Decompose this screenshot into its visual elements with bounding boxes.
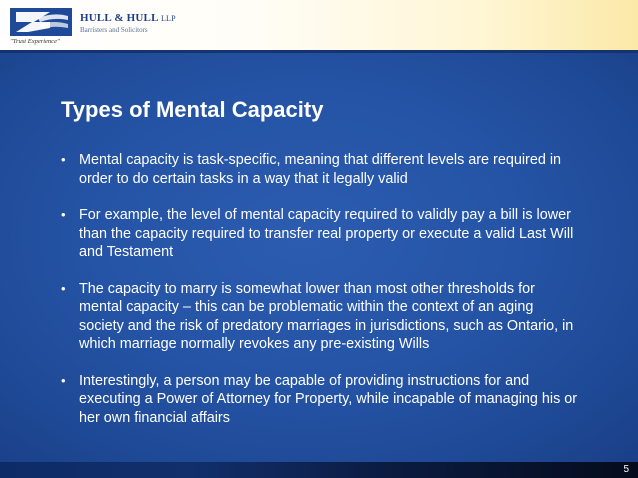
bullet-item — [61, 280, 581, 354]
page-number: 5 — [623, 464, 629, 475]
bullet-text: Mental capacity is task-specific, meaning that different levels are required in order to do certain tasks in a way that it legally valid — [79, 152, 562, 187]
bullet-item — [61, 206, 581, 262]
bullet-dot-icon: • — [61, 152, 66, 167]
slide-body — [0, 53, 638, 462]
slide-title: Types of Mental Capacity — [61, 97, 324, 122]
hull-hull-logo-icon — [10, 8, 72, 36]
bullet-dot-icon: • — [61, 207, 66, 222]
firm-name-text: HULL & HULL — [80, 12, 158, 24]
bullet-text: The capacity to marry is somewhat lower than most other thresholds for mental capacity – this can be problematic within the context of an aging society and the risk of predatory marriages in jurisdictions, such as Ontario, in which marriage normally revokes any pre-existing Wills — [79, 280, 574, 352]
bullet-text: For example, the level of mental capacity required to validly pay a bill is lower than the capacity required to transfer real property or execute a valid Last Will and Testament — [79, 207, 574, 260]
bullet-item — [61, 372, 581, 428]
firm-suffix: LLP — [160, 14, 176, 23]
bullet-dot-icon: • — [61, 280, 66, 296]
bullet-item — [61, 151, 581, 188]
firm-name — [80, 12, 176, 24]
bullet-dot-icon: • — [61, 372, 66, 388]
bullet-text: Interestingly, a person may be capable of providing instructions for and executing a Power of Attorney for Property, while incapable of managing his or her own financial affairs — [79, 372, 578, 426]
slide-header — [0, 0, 638, 50]
bullet-list — [61, 151, 581, 445]
firm-subtitle: Barristers and Solicitors — [80, 26, 148, 34]
firm-tagline: "Trust Experience" — [10, 38, 60, 45]
slide-footer — [0, 462, 638, 478]
